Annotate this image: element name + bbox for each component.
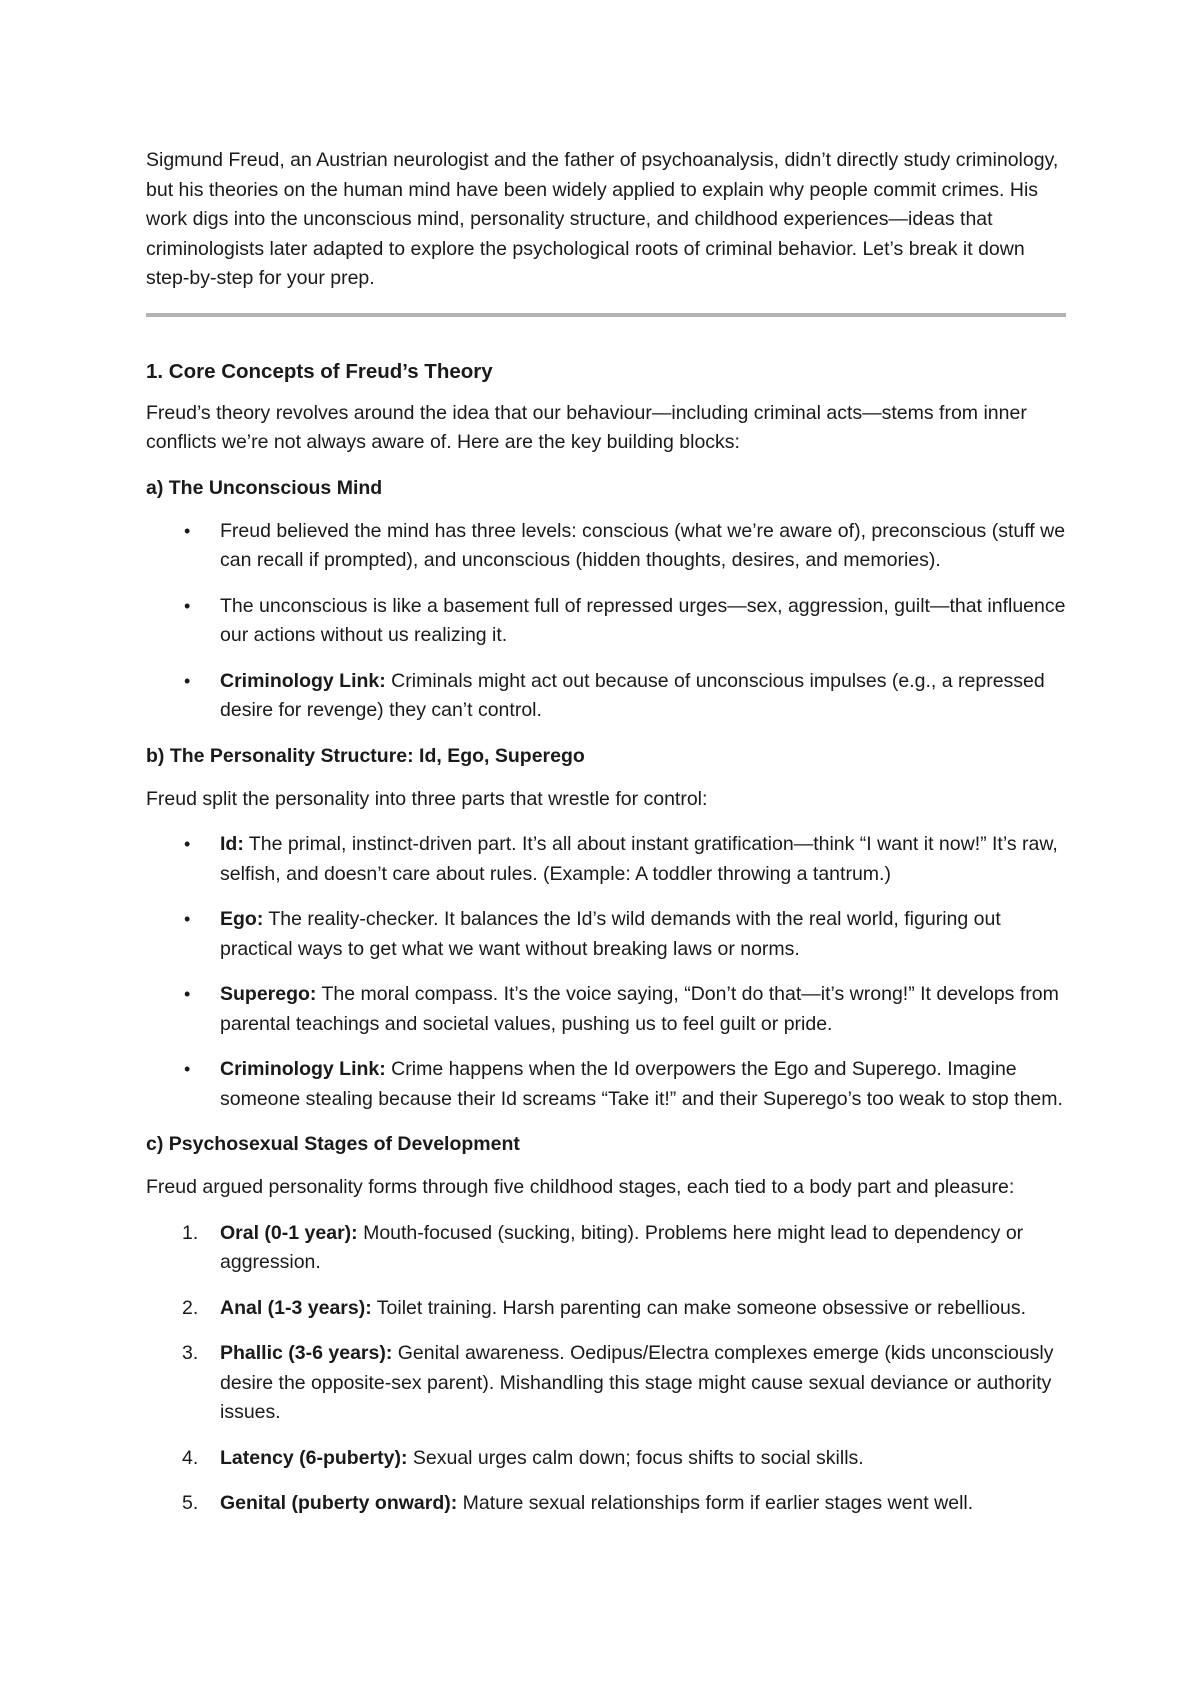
bullet-icon: • [184,909,191,929]
list-number: 3. [182,1342,199,1364]
list-item: 3. Phallic (3-6 years): Genital awareness. Oedipus/Electra complexes emerge (kids unconsciously desire the opposite-sex parent). Mishandling this stage might cause sexual deviance or authority issues. [146,1339,1066,1428]
unconscious-bullet-list [146,517,1066,726]
bullet-icon: • [184,520,191,541]
bullet-icon: • [184,1059,191,1079]
term-label: Latency (6-puberty): [220,1446,408,1469]
list-item: • Freud believed the mind has three levels: conscious (what we’re aware of), preconscious (stuff we can recall if prompted), and unconscious (hidden thoughts, desires, and memories). [146,517,1066,576]
list-number: 4. [182,1446,199,1469]
list-item: • Criminology Link: Criminals might act out because of unconscious impulses (e.g., a repressed desire for revenge) they can’t control. [146,667,1066,726]
bullet-icon: • [184,670,191,691]
term-label: Ego: [220,908,264,930]
criminology-link-label: Criminology Link: [220,1058,386,1080]
document-body [146,146,1066,1535]
list-item: 2. Anal (1-3 years): Toilet training. Harsh parenting can make someone obsessive or rebellious. [146,1294,1066,1324]
list-item: • Superego: The moral compass. It’s the voice saying, “Don’t do that—it’s wrong!” It develops from parental teachings and societal values, pushing us to feel guilt or pride. [146,980,1066,1039]
bullet-icon: • [184,595,191,616]
subheading-stages: c) Psychosexual Stages of Development [146,1133,520,1155]
term-label: Anal (1-3 years): [220,1296,372,1319]
list-number: 5. [182,1492,199,1514]
list-item: • Id: The primal, instinct-driven part. It’s all about instant gratification—think “I want it now!” It’s raw, selfish, and doesn’t care about rules. (Example: A toddler throwing a tantrum.) [146,830,1066,889]
subheading-personality: b) The Personality Structure: Id, Ego, Superego [146,744,585,767]
term-label: Phallic (3-6 years): [220,1342,393,1364]
list-item: 5. Genital (puberty onward): Mature sexual relationships form if earlier stages went well. [146,1489,1066,1519]
list-item: 1. Oral (0-1 year): Mouth-focused (sucking, biting). Problems here might lead to dependency or aggression. [146,1219,1066,1278]
personality-paragraph: Freud split the personality into three parts that wrestle for control: [146,787,708,810]
subheading-unconscious: a) The Unconscious Mind [146,476,383,499]
term-label: Id: [220,833,244,855]
stages-numbered-list [146,1219,1066,1519]
bullet-icon: • [184,834,191,854]
section-intro-paragraph: Freud’s theory revolves around the idea that our behaviour—including criminal acts—stems from inner conflicts we’re not always aware of. Here are the key building blocks: [146,401,1027,453]
list-number: 1. [182,1221,199,1244]
list-item: • The unconscious is like a basement full of repressed urges—sex, aggression, guilt—that influence our actions without us realizing it. [146,592,1066,651]
list-item: 4. Latency (6-puberty): Sexual urges calm down; focus shifts to social skills. [146,1444,1066,1474]
criminology-link-label: Criminology Link: [220,669,386,692]
term-label: Genital (puberty onward): [220,1492,458,1514]
stages-paragraph: Freud argued personality forms through five childhood stages, each tied to a body part and pleasure: [146,1176,1015,1198]
term-label: Oral (0-1 year): [220,1221,358,1244]
list-number: 2. [182,1296,199,1319]
intro-paragraph: Sigmund Freud, an Austrian neurologist and the father of psychoanalysis, didn’t directly study criminology, but his theories on the human mind have been widely applied to explain why people commit crimes. His work digs into the unconscious mind, personality structure, and childhood experiences—ideas that criminologists later adapted to explore the psychological roots of criminal behavior. Let’s break it down step-by-step for your prep. [146,149,1059,289]
personality-bullet-list [146,830,1066,1114]
list-item: • Ego: The reality-checker. It balances the Id’s wild demands with the real world, figuring out practical ways to get what we want without breaking laws or norms. [146,905,1066,964]
horizontal-rule [146,313,1066,317]
section-heading: 1. Core Concepts of Freud’s Theory [146,359,493,383]
list-item: • Criminology Link: Crime happens when the Id overpowers the Ego and Superego. Imagine someone stealing because their Id screams “Take it!” and their Superego’s too weak to stop them. [146,1055,1066,1114]
term-label: Superego: [220,983,317,1005]
bullet-icon: • [184,984,191,1004]
